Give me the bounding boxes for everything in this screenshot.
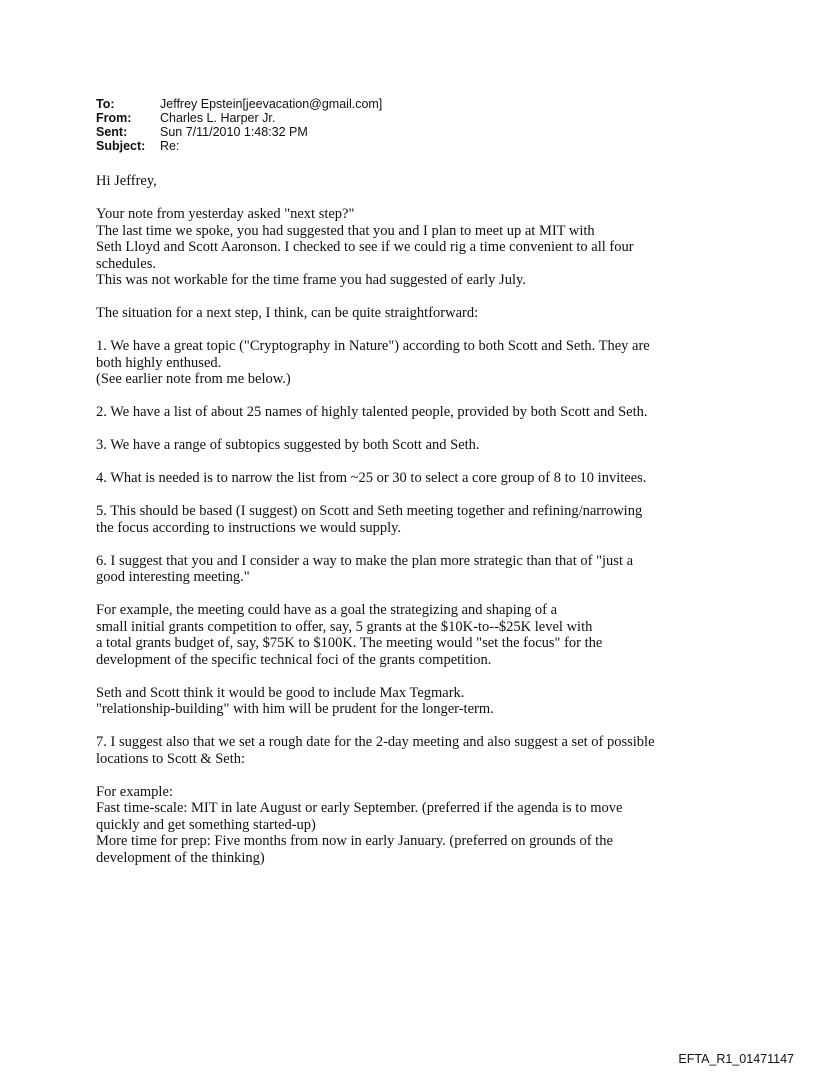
body-line: Fast time-scale: MIT in late August or early September. (preferred if the agenda is to move [96,800,623,816]
sent-label: Sent: [96,125,128,139]
body-paragraph [96,206,736,289]
body-paragraph [96,470,736,487]
body-paragraph [96,553,736,586]
body-line: Hi Jeffrey, [96,173,157,189]
body-line: good interesting meeting." [96,569,250,585]
document-id: EFTA_R1_01471147 [678,1052,794,1066]
body-line: More time for prep: Five months from now in early January. (preferred on grounds of the [96,833,613,849]
body-line: 5. This should be based (I suggest) on Scott and Seth meeting together and refining/narrowing [96,503,643,519]
from-value: Charles L. Harper Jr. [160,111,276,125]
body-line: This was not workable for the time frame you had suggested of early July. [96,272,526,288]
body-paragraph [96,602,736,668]
email-header [96,97,382,153]
from-row [96,111,382,125]
body-paragraph [96,503,736,536]
body-line: 7. I suggest also that we set a rough date for the 2-day meeting and also suggest a set of possible [96,734,655,750]
body-line: 2. We have a list of about 25 names of highly talented people, provided by both Scott and Seth. [96,404,648,420]
to-value: Jeffrey Epstein[jeevacation@gmail.com] [160,97,383,111]
subject-value: Re: [160,139,180,153]
body-paragraph [96,338,736,388]
body-paragraph [96,734,736,767]
body-line: schedules. [96,255,156,272]
to-label: To: [96,97,115,111]
body-paragraph [96,305,736,322]
body-line: 4. What is needed is to narrow the list from ~25 or 30 to select a core group of 8 to 10 invitees. [96,470,647,486]
body-line: locations to Scott & Seth: [96,750,246,767]
body-line: the focus according to instructions we would supply. [96,519,402,536]
body-line: development of the specific technical foci of the grants competition. [96,651,492,668]
subject-label: Subject: [96,139,146,153]
email-body [96,173,736,883]
to-row [96,97,382,111]
body-line: 3. We have a range of subtopics suggested by both Scott and Seth. [96,437,480,453]
body-line: For example, the meeting could have as a goal the strategizing and shaping of a [96,602,558,618]
body-paragraph [96,784,736,867]
body-line: Your note from yesterday asked "next step?" [96,206,355,222]
body-line: "relationship-building" with him will be prudent for the longer-term. [96,701,494,717]
body-paragraph [96,404,736,421]
body-line: small initial grants competition to offer, say, 5 grants at the $10K-to--$25K level with [96,618,593,635]
body-paragraph [96,173,736,190]
body-line: a total grants budget of, say, $75K to $100K. The meeting would "set the focus" for the [96,635,603,651]
body-line: The situation for a next step, I think, can be quite straightforward: [96,305,479,321]
body-line: Seth and Scott think it would be good to include Max Tegmark. [96,684,465,701]
body-line: 1. We have a great topic ("Cryptography in Nature") according to both Scott and Seth. They are [96,338,650,354]
body-line: The last time we spoke, you had suggested that you and I plan to meet up at MIT with [96,222,595,239]
body-line: development of the thinking) [96,849,265,866]
subject-row [96,139,382,153]
from-label: From: [96,111,132,125]
body-paragraph [96,437,736,454]
body-paragraph [96,685,736,718]
sent-value: Sun 7/11/2010 1:48:32 PM [160,125,308,139]
body-line: quickly and get something started-up) [96,816,316,833]
body-line: (See earlier note from me below.) [96,371,291,387]
body-line: both highly enthused. [96,354,222,371]
body-line: Seth Lloyd and Scott Aaronson. I checked to see if we could rig a time convenient to all four [96,239,634,255]
body-line: For example: [96,783,173,800]
body-line: 6. I suggest that you and I consider a way to make the plan more strategic than that of "just a [96,552,634,569]
sent-row [96,125,382,139]
